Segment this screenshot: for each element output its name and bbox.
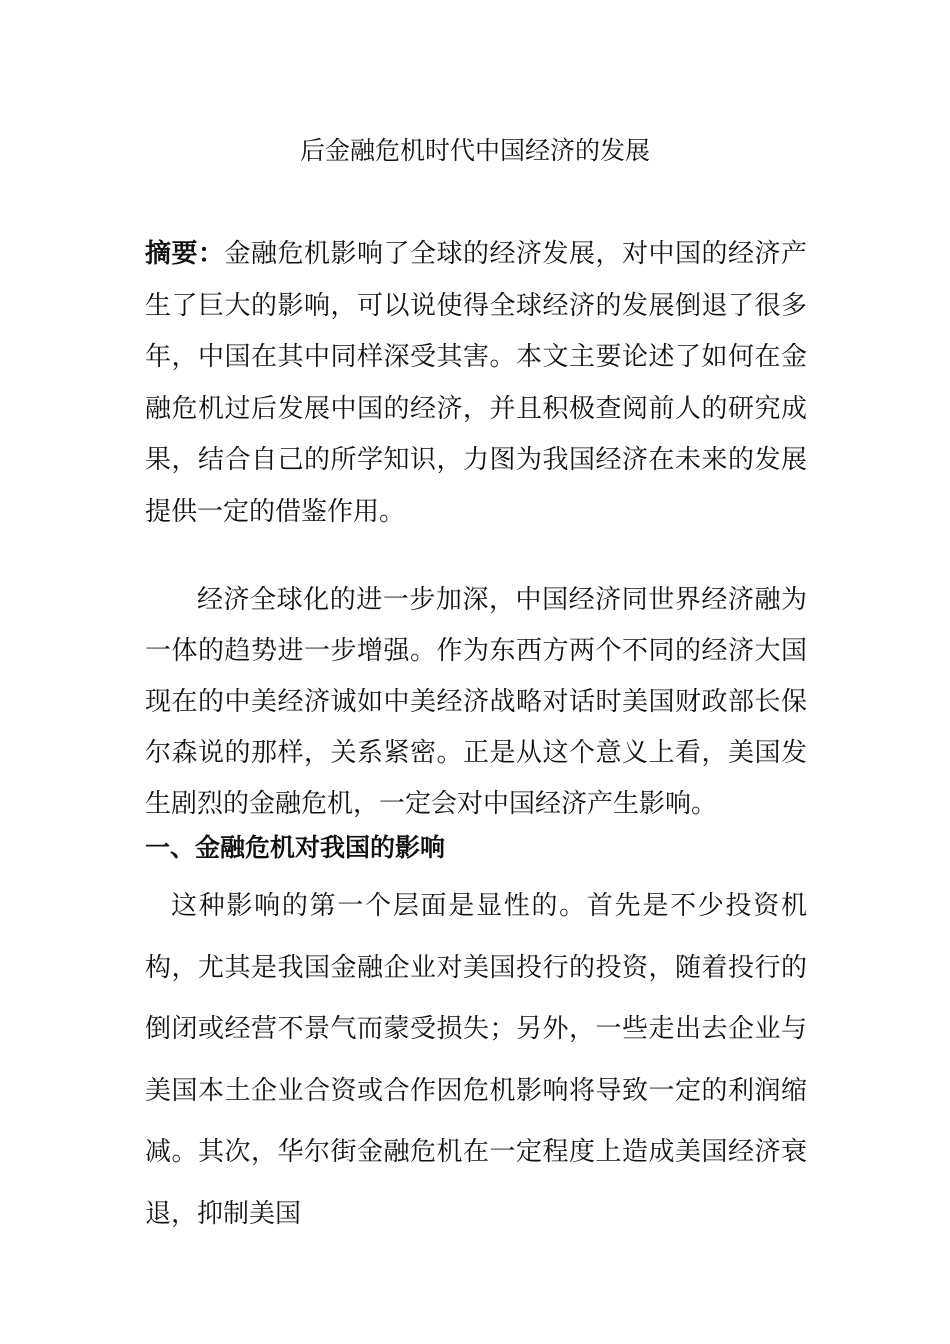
section-heading: 一、金融危机对我国的影响 <box>145 833 446 862</box>
abstract-label: 摘要： <box>145 239 225 269</box>
abstract-paragraph <box>145 229 807 538</box>
abstract-text: 金融危机影响了全球的经济发展，对中国的经济产生了巨大的影响，可以说使得全球经济的发展倒退了很多年，中国在其中同样深受其害。本文主要论述了如何在金融危机过后发展中国的经济，并且积极查阅前人的研究成果，结合自己的所学知识，力图为我国经济在未来的发展提供一定的借鉴作用。 <box>145 239 807 527</box>
section-paragraph: 这种影响的第一个层面是显性的。首先是不少投资机构，尤其是我国金融企业对美国投行的投资，随着投行的倒闭或经营不景气而蒙受损失；另外，一些走出去企业与美国本土企业合资或合作因危机影响将导致一定的利润缩减。其次，华尔街金融危机在一定程度上造成美国经济衰退，抑制美国 <box>145 891 807 1229</box>
document-title: 后金融危机时代中国经济的发展 <box>299 136 650 165</box>
intro-paragraph: 经济全球化的进一步加深，中国经济同世界经济融为一体的趋势进一步增强。作为东西方两个不同的经济大国现在的中美经济诚如中美经济战略对话时美国财政部长保尔森说的那样，关系紧密。正是从这个意义上看，美国发生剧烈的金融危机，一定会对中国经济产生影响。 <box>145 585 807 819</box>
